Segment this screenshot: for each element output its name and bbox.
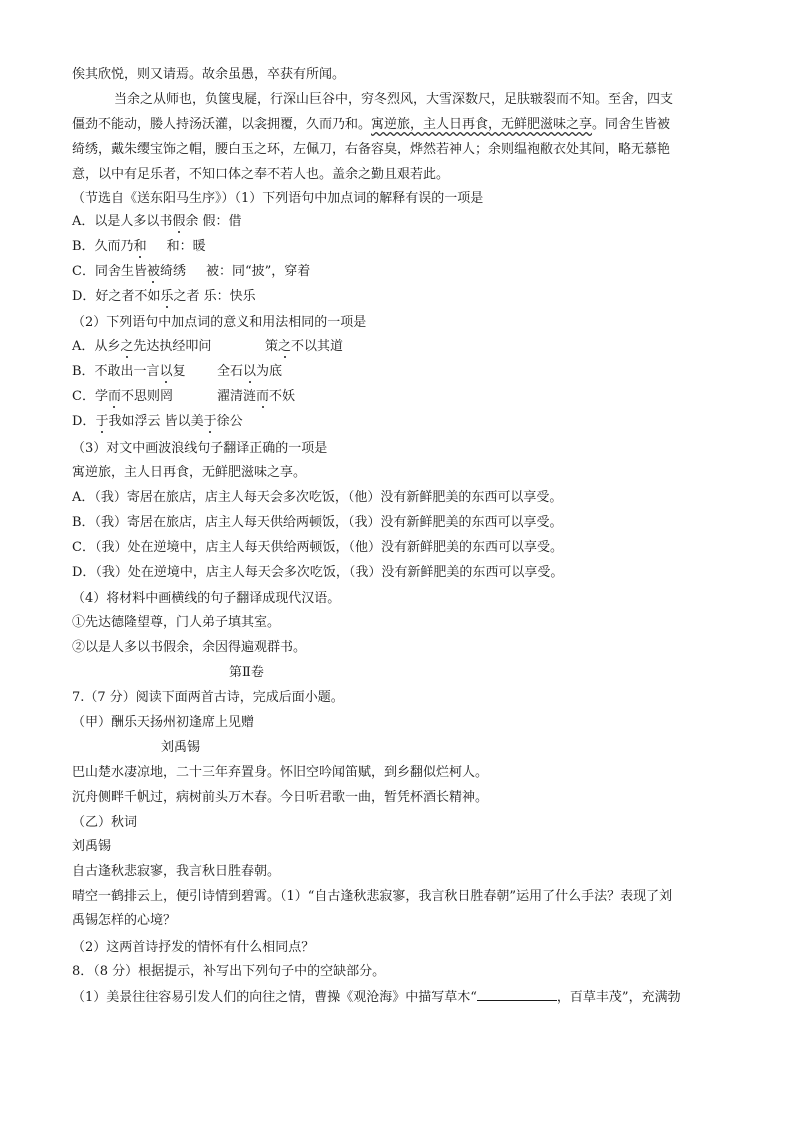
option-text: 全石 bbox=[217, 364, 244, 379]
option-text: A．从乡 bbox=[72, 339, 121, 354]
dotted-word: 和 bbox=[133, 239, 147, 254]
dotted-word: 之 bbox=[278, 339, 292, 354]
option-text: 余 假：借 bbox=[185, 214, 242, 229]
passage-text: 僵劲不能动，媵人持汤沃灌，以衾拥覆，久而乃和。 bbox=[72, 117, 372, 132]
option-b: B．（我）寄居在旅店，店主人每天供给两顿饭，（我）没有新鲜肥美的东西可以享受。 bbox=[72, 515, 563, 530]
option-text: 不以其道 bbox=[291, 339, 344, 354]
option-a bbox=[72, 213, 242, 231]
passage-line bbox=[72, 116, 670, 134]
section-title: 第Ⅱ卷 bbox=[229, 665, 264, 680]
poem-author: 刘禹锡 bbox=[161, 740, 201, 755]
wavy-underlined-sentence: 寓逆旅，主人日再食，无鲜肥滋味之享 bbox=[371, 117, 593, 132]
option-a-right bbox=[265, 338, 343, 356]
option-text: C．同舍生皆 bbox=[72, 264, 147, 279]
option-b-right bbox=[217, 363, 282, 381]
option-c-right bbox=[217, 388, 295, 406]
option-text: 徐公 bbox=[216, 414, 243, 429]
translation-sentence: ①先达德隆望尊，门人弟子填其室。 bbox=[72, 615, 281, 630]
option-d bbox=[72, 413, 243, 431]
dotted-word: 于 bbox=[203, 414, 217, 429]
poem-line: 自古逢秋悲寂寥，我言秋日胜春朝。 bbox=[72, 864, 281, 879]
poem-title: （甲）酬乐天扬州初逢席上见赠 bbox=[72, 715, 255, 730]
dotted-word: 假 bbox=[172, 214, 186, 229]
passage-line: 意，以中有足乐者，不知口体之奉不若人也。盖余之勤且艰若此。 bbox=[72, 167, 450, 182]
question-intro: 8．（8 分）根据提示，补写出下列句子中的空缺部分。 bbox=[72, 964, 386, 979]
dotted-word: 而 bbox=[107, 389, 121, 404]
option-text: 策 bbox=[265, 339, 279, 354]
poem-line: 沉舟侧畔千帆过，病树前头万木春。今日听君歌一曲，暂凭杯酒长精神。 bbox=[72, 790, 489, 805]
quoted-sentence: 寓逆旅，主人日再食，无鲜肥滋味之享。 bbox=[72, 465, 307, 480]
option-text: 绮绣 bbox=[159, 264, 186, 279]
poem-title: （乙）秋词 bbox=[72, 815, 138, 830]
passage-line: 当余之从师也，负箧曳屣，行深山巨谷中，穷冬烈风，大雪深数尺，足肤皲裂而不知。至舍，四支 bbox=[114, 92, 674, 107]
question-intro: （2）下列语句中加点词的意义和用法相同的一项是 bbox=[72, 315, 367, 330]
option-c: C．（我）处在逆境中，店主人每天供给两顿饭，（他）没有新鲜肥美的东西可以享受。 bbox=[72, 540, 563, 555]
translation-sentence: ②以是人多以书假余，余因得遍观群书。 bbox=[72, 640, 307, 655]
sub-question: （2）这两首诗抒发的情怀有什么相同点？ bbox=[72, 940, 315, 955]
option-text: C．学 bbox=[72, 389, 108, 404]
option-c bbox=[72, 263, 310, 281]
option-text: D．好之者不如 bbox=[72, 289, 161, 304]
question-intro: （节选自《送东阳马生序》）（1）下列语句中加点词的解释有误的一项是 bbox=[72, 191, 484, 206]
option-d: D．（我）处在逆境中，店主人每天会多次吃饭，（我）没有新鲜肥美的东西可以享受。 bbox=[72, 565, 564, 580]
poem-author: 刘禹锡 bbox=[72, 839, 112, 854]
passage-line: 绮绣，戴朱缨宝饰之帽，腰白玉之环，左佩刀，右备容臭，烨然若神人；余则缊袍敝衣处其间，略无慕艳 bbox=[72, 142, 671, 157]
poem-line: 禹锡怎样的心境？ bbox=[72, 913, 177, 928]
option-b bbox=[72, 238, 206, 256]
dotted-word: 于 bbox=[95, 414, 109, 429]
fill-blank-line bbox=[72, 988, 681, 1007]
option-b bbox=[72, 363, 186, 381]
option-a: A．（我）寄居在旅店，店主人每天会多次吃饭，（他）没有新鲜肥美的东西可以享受。 bbox=[72, 490, 563, 505]
option-text: 和：暖 bbox=[166, 239, 206, 254]
option-text: A．以是人多以书 bbox=[72, 214, 173, 229]
option-text: 濯清涟 bbox=[217, 389, 257, 404]
passage-line: 俟其欣悦，则又请焉。故余虽愚，卒获有所闻。 bbox=[72, 67, 346, 82]
poem-line: 晴空一鹤排云上，便引诗情到碧霄。（1）“自古逢秋悲寂寥，我言秋日胜春朝”运用了什么手法？表现了刘 bbox=[72, 889, 673, 904]
option-c bbox=[72, 388, 173, 406]
question-text: （1）美景往往容易引发人们的向往之情，曹操《观沧海》中描写草木“ bbox=[72, 990, 477, 1005]
question-text: ，百草丰茂”，充满勃 bbox=[556, 990, 681, 1005]
question-intro: 7.（7 分）阅读下面两首古诗，完成后面小题。 bbox=[72, 690, 344, 705]
dotted-word: 以 bbox=[159, 364, 173, 379]
dotted-word: 被 bbox=[146, 264, 160, 279]
option-text: 之者 乐：快乐 bbox=[173, 289, 256, 304]
question-intro: （3）对文中画波浪线句子翻译正确的一项是 bbox=[72, 441, 328, 456]
answer-blank[interactable] bbox=[477, 988, 557, 1001]
passage-text: 。同舍生皆被 bbox=[592, 117, 671, 132]
question-intro: （4）将材料中画横线的句子翻译成现代汉语。 bbox=[72, 591, 341, 606]
dotted-word: 而 bbox=[256, 389, 270, 404]
option-text: B．久而乃 bbox=[72, 239, 134, 254]
option-text: 我如浮云 皆以美 bbox=[108, 414, 204, 429]
option-text: 先达执经叩问 bbox=[133, 339, 212, 354]
option-text: 为底 bbox=[256, 364, 283, 379]
option-a bbox=[72, 338, 211, 356]
option-text: 复 bbox=[172, 364, 186, 379]
dotted-word: 之 bbox=[120, 339, 134, 354]
option-d bbox=[72, 288, 256, 306]
poem-line: 巴山楚水凄凉地，二十三年弃置身。怀旧空吟闻笛赋，到乡翻似烂柯人。 bbox=[72, 765, 489, 780]
dotted-word: 乐 bbox=[160, 289, 174, 304]
option-text: 不妖 bbox=[269, 389, 296, 404]
option-text: B．不敢出一言 bbox=[72, 364, 160, 379]
dotted-word: 以 bbox=[243, 364, 257, 379]
option-text: 不思则罔 bbox=[120, 389, 173, 404]
option-text: 被：同“披”，穿着 bbox=[205, 264, 311, 279]
option-text: D． bbox=[72, 414, 96, 429]
